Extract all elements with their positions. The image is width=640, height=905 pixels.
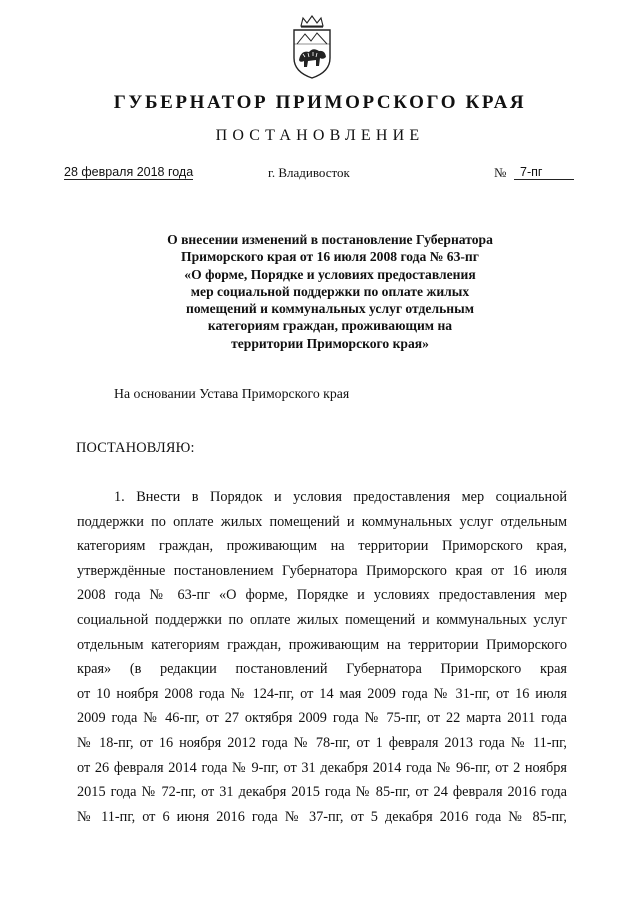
body-line: категориям граждан, проживающим на территории Приморского края, xyxy=(77,538,567,555)
subject-line: помещений и коммунальных услуг отдельным xyxy=(186,301,474,317)
body-line: № 11-пг, от 6 июня 2016 года № 37-пг, от 5 декабря 2016 года № 85-пг, xyxy=(77,808,567,825)
body-line: № 18-пг, от 16 ноября 2012 года № 78-пг, от 1 февраля 2013 года № 11-пг, xyxy=(77,734,567,751)
legal-basis: На основании Устава Приморского края xyxy=(114,386,350,401)
subject-line: территории Приморского края» xyxy=(231,335,429,351)
body-line: 1. Внести в Порядок и условия предоставления мер социальной xyxy=(114,489,567,505)
document-number: 7-пг xyxy=(514,165,574,180)
document-subject xyxy=(100,231,560,352)
document-date: 28 февраля 2018 года xyxy=(64,165,194,179)
document-type: ПОСТАНОВЛЕНИЕ xyxy=(215,127,425,144)
subject-line: «О форме, Порядке и условиях предоставления xyxy=(184,266,476,282)
subject-line: категориям граждан, проживающим на xyxy=(207,318,453,334)
primorsky-krai-coat-of-arms-icon xyxy=(289,14,335,80)
body-line: 2009 года № 46-пг, от 27 октября 2009 года № 75-пг, от 22 марта 2011 года xyxy=(77,710,567,727)
body-line: 2008 года № 63-пг «О форме, Порядке и условиях предоставления мер xyxy=(77,587,567,604)
resolve-heading: ПОСТАНОВЛЯЮ: xyxy=(76,440,195,456)
body-line: социальной поддержки по оплате жилых помещений и коммунальных услуг xyxy=(77,611,567,628)
subject-line: мер социальной поддержки по оплате жилых xyxy=(190,283,470,299)
body-line: отдельным категориям граждан, проживающим на территории Приморского xyxy=(77,636,567,653)
body-line: 2015 года № 72-пг, от 31 декабря 2015 года № 85-пг, от 24 февраля 2016 года xyxy=(77,784,567,801)
body-line: края» (в редакции постановлений Губернатора Приморского края xyxy=(77,661,567,678)
subject-line: О внесении изменений в постановление Губернатора xyxy=(167,232,493,247)
body-line: поддержки по оплате жилых помещений и коммунальных услуг отдельным xyxy=(77,513,567,530)
authority-title: ГУБЕРНАТОР ПРИМОРСКОГО КРАЯ xyxy=(113,92,527,113)
body-line: от 26 февраля 2014 года № 9-пг, от 31 декабря 2014 года № 96-пг, от 2 ноября xyxy=(77,759,567,776)
document-number-label: № xyxy=(494,165,507,180)
body-line: от 10 ноября 2008 года № 124-пг, от 14 мая 2009 года № 31-пг, от 16 июля xyxy=(77,685,567,702)
document-body xyxy=(77,485,567,829)
subject-line: Приморского края от 16 июля 2008 года № 63-пг xyxy=(181,249,479,265)
document-city: г. Владивосток xyxy=(268,165,350,180)
body-line: утверждённые постановлением Губернатора Приморского края от 16 июля xyxy=(77,562,567,579)
